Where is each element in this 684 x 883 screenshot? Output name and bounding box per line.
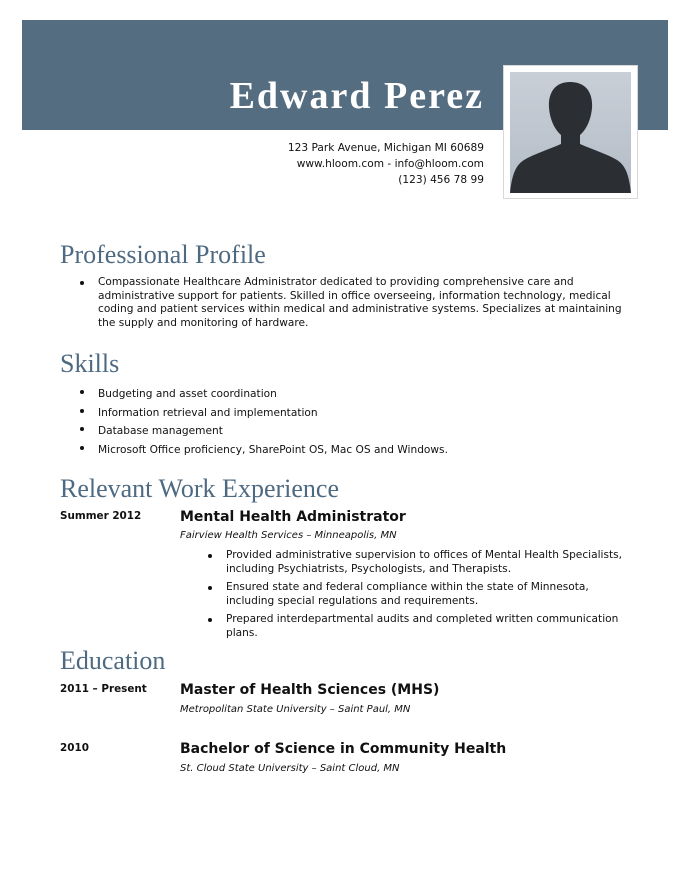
job-bullet: Prepared interdepartmental audits and completed written communication plans. <box>204 613 634 640</box>
skills-heading: Skills <box>60 349 120 378</box>
profile-heading: Professional Profile <box>60 240 266 269</box>
edu-school: St. Cloud State University – Saint Cloud, MN <box>180 763 400 774</box>
skills-list <box>76 385 636 459</box>
profile-list <box>76 276 636 330</box>
skill-item: Database management <box>76 422 636 441</box>
job-org: Fairview Health Services – Minneapolis, MN <box>180 530 397 541</box>
edu-degree: Master of Health Sciences (MHS) <box>180 682 440 698</box>
profile-photo-frame <box>503 65 638 199</box>
education-heading: Education <box>60 646 166 675</box>
address-text: 123 Park Avenue, Michigan MI 60689 <box>287 142 484 154</box>
web-email-text: www.hloom.com - info@hloom.com <box>296 158 484 170</box>
edu-date: 2010 <box>60 742 89 754</box>
job-bullet: Ensured state and federal compliance within the state of Minnesota, including special regulations and requirements. <box>204 581 634 608</box>
job-date: Summer 2012 <box>60 510 142 522</box>
skill-item: Information retrieval and implementation <box>76 404 636 423</box>
job-bullet: Provided administrative supervision to offices of Mental Health Specialists, including Psychiatrists, Psychologists, and Therapists. <box>204 549 634 576</box>
job-title: Mental Health Administrator <box>180 509 406 525</box>
candidate-name: Edward Perez <box>229 75 484 117</box>
job-bullets <box>204 549 634 641</box>
edu-degree: Bachelor of Science in Community Health <box>180 741 507 757</box>
profile-photo <box>510 72 631 193</box>
skill-item: Microsoft Office proficiency, SharePoint OS, Mac OS and Windows. <box>76 441 636 460</box>
phone-text: (123) 456 78 99 <box>398 174 484 186</box>
edu-school: Metropolitan State University – Saint Paul, MN <box>180 704 411 715</box>
edu-date: 2011 – Present <box>60 683 147 695</box>
skill-item: Budgeting and asset coordination <box>76 385 636 404</box>
person-silhouette-icon <box>510 72 631 193</box>
experience-heading: Relevant Work Experience <box>60 474 339 503</box>
profile-item: Compassionate Healthcare Administrator dedicated to providing comprehensive care and administrative support for patients. Skilled in office overseeing, information technology, medical coding and patient services within medical and administrative systems. Specializes at maintaining the supply and monitoring of hardware. <box>76 276 636 330</box>
contact-info <box>200 140 484 188</box>
